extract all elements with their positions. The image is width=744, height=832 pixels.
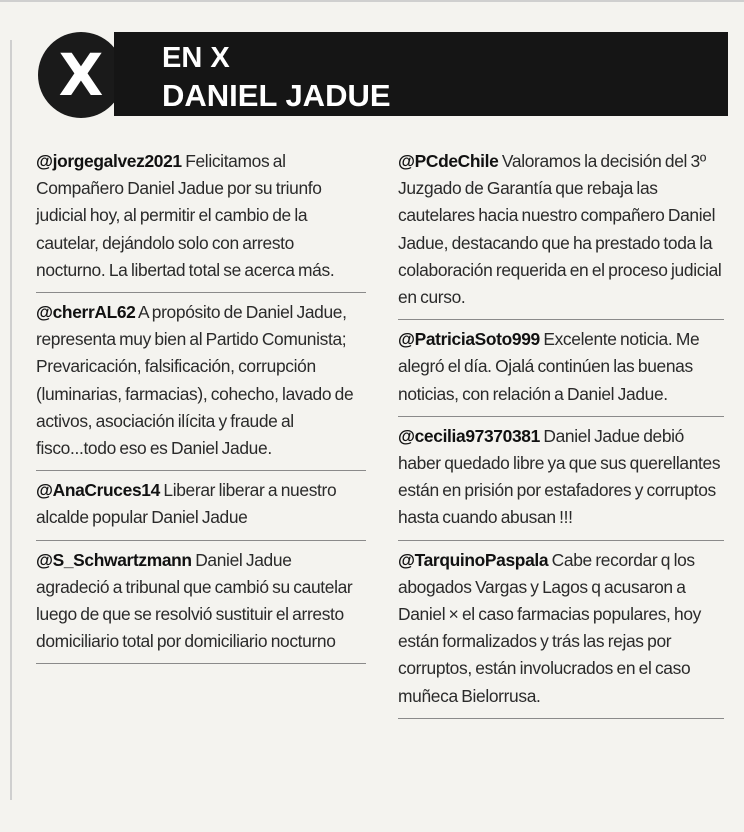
tweet-handle: @jorgegalvez2021 [36,151,182,171]
tweet-item [398,320,724,417]
tweet-text: Daniel Jadue debió haber quedado libre ya que sus querellantes están en prisión por estafadores y corruptos hasta cuando abusan !!! [398,425,721,528]
tweet-item [398,541,724,719]
tweet-item [36,471,366,540]
tweet-item [36,541,366,665]
tweet-handle: @cecilia97370381 [398,425,540,446]
tweet-text: Daniel Jadue agradeció a tribunal que cambió su cautelar luego de que se resolvió sustituir el arresto domiciliario total por domiciliario nocturno [36,549,353,652]
tweet-item [36,293,366,471]
tweet-handle: @PatriciaSoto999 [398,329,540,350]
right-column [398,142,724,719]
tweet-item [398,417,724,541]
tweet-item [398,142,724,320]
tweet-handle: @AnaCruces14 [36,480,160,501]
section-header [30,28,730,126]
tweet-handle: @cherrAL62 [36,302,136,323]
tweet-text: Cabe recordar q los abogados Vargas y Lagos q acusaron a Daniel × el caso farmacias populares, hoy están formalizados y trás las rejas por corruptos, están involucrados en el caso muñeca Bielorrusa. [398,549,701,706]
tweet-text: Valoramos la decisión del 3º Juzgado de Garantía que rebaja las cautelares hacia nuestro compañero Daniel Jadue, destacando que ha prestado toda la colaboración requerida en el proceso judicial en curso. [398,151,722,308]
tweet-handle: @S_Schwartzmann [36,549,192,570]
tweet-text: Excelente noticia. Me alegró el día. Ojalá continúen las buenas noticias, con relación a Daniel Jadue. [398,329,700,404]
tweet-handle: @TarquinoPaspala [398,549,549,570]
title-line-2: DANIEL JADUE [162,78,391,113]
tweet-handle: @PCdeChile [398,151,499,171]
title-banner [114,32,728,116]
title-line-1: EN X [162,42,230,74]
x-logo-letter: X [58,41,104,109]
left-column-rule [10,40,12,800]
tweet-item [36,142,366,293]
tweet-text: Liberar liberar a nuestro alcalde popular Daniel Jadue [36,480,337,528]
tweet-text: A propósito de Daniel Jadue, representa muy bien al Partido Comunista; Prevaricación, falsificación, corrupción (luminarias, farmacias), cohecho, lavado de activos, asociación ilícita y fraude al fisco...todo eso es Daniel Jadue. [36,302,354,459]
left-column [36,142,366,664]
tweet-text: Felicitamos al Compañero Daniel Jadue por su triunfo judicial hoy, al permitir el cambio de la cautelar, dejándolo solo con arresto nocturno. La libertad total se acerca más. [36,151,335,280]
top-rule [0,0,744,2]
x-logo-icon [38,32,124,118]
